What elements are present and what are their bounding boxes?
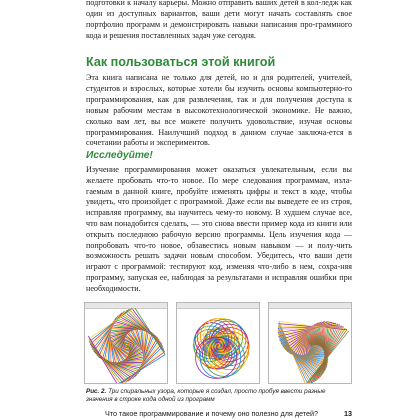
spiral-figure [84, 302, 352, 384]
page-footer [86, 409, 352, 420]
explore-body-paragraph: Изучение программирования может оказаться увлекательным, если вы желаете пробовать что-то новое. По мере следования программам, изла-гаемым в данной книге, пробуйте изменять цифры и текст в коде, чтобы увидеть, что произойдет с программой. Даже если вы выведете ее из строя, исправляя программу, вы научитесь чему-то новому. В худшем случае все, что вам понадобится сделать, — это снова ввести пример кода из книги или открыть последнюю рабочую версию программы. Цель изучения кода — попробовать что-то новое, обзавестись новым навыком — и полу-чить возможность решать задачи новым способом. Убедитесь, что ваши дети играют с программой: тестируют код, изменяя что-либо в нем, сохра-няя программу, запуская ее, наблюдая за результатами и исправляя ошибки при необходимости. [86, 165, 352, 293]
section-body-paragraph: Эта книга написана не только для детей, но и для родителей, учителей, студентов и взрослых, которые хотели бы изучить основы компьютерно-го программирования, как для развлечения, так и для получения доступа к новым рабочим местам в высокотехнологической экономике. Не важно, сколько вам лет, вы все можете получить удовольствие, изучая основы программирования. Наилучший подход в данном случае заключа-ется в сочетании работы и экспериментов. [86, 73, 352, 148]
spiral-thumbnail-1 [84, 302, 168, 384]
spiral-image-2 [177, 308, 260, 384]
running-title: Что такое программирование и почему оно полезно для детей? [104, 409, 318, 418]
page-number: 13 [344, 409, 352, 418]
figure-label: Рис. 2. [86, 388, 107, 395]
spiral-image-1 [85, 308, 168, 384]
figure-caption-text: Три спиральных узора, которые я создал, просто пробуя ввести разные значения в строке кода одной из программ [86, 388, 326, 404]
figure-caption [86, 388, 352, 405]
spiral-image-3 [269, 308, 352, 384]
intro-paragraph: подготовки к началу карьеры. Можно отправить ваших детей в кол-ледж как один из доступных вариантов, ваши дети могут начать составлять свое портфолио программ и демонстрировать навыки написания про-граммного кода и решения поставленных задач уже сегодня. [86, 0, 352, 40]
spiral-thumbnail-2 [176, 302, 260, 384]
explore-heading: Исследуйте! [86, 150, 153, 161]
spiral-thumbnail-3 [268, 302, 352, 384]
section-heading: Как пользоваться этой книгой [86, 55, 276, 69]
